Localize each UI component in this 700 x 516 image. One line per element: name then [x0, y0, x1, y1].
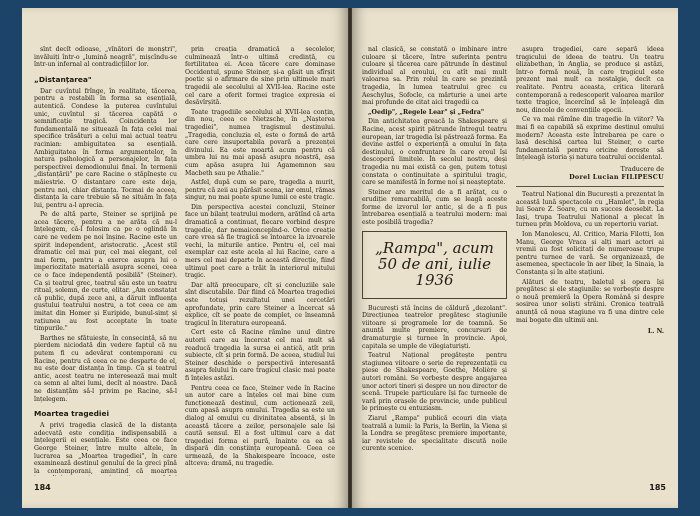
paragraph: Din perspectiva acestei concluzii, Steiner face un bilanț teatrului modern, arătînd că arta dramatică a continuat, fiecare vorbind despre tragedie, dar nemaiconcepînd-o. Orice creație care vrea să fie tragică se întoarce la izvoarele vechi, la miturile antice. Pentru el, cel mai exemplar caz este acela al lui Racine, care a mers cel mai departe în această direcție, fiind ultimul poet care a trăit în interiorul mitului tragic.: [185, 203, 335, 280]
paragraph: Barthes ne sfătuiește, în consecință, să nu pierdem niciodată din vedere faptul că nu putem fi cu adevărat contemporani cu Racine, pentru că ceea ce ne desparte de el, nu este doar distanța în timp. Ca și teatrul antic, acest teatru ne interesează mai mult ca semn al altei lumi, decît al noastre. Dacă ne distanțăm să-l privim pe Racine, să-l înțelegem.: [34, 334, 177, 403]
paragraph: Ion Manolescu, Al. Critico, Maria Filotti, Ion Manu, George Vraca și alți mari actori ai vremii au fost solicitați de numeroase trupe pentru turnee de vară. Se organizează, de asemenea, spectacole în aer liber, la Sinaia, la Constanța și în alte stațiuni.: [516, 231, 664, 277]
page-number: 185: [649, 483, 666, 492]
paragraph: Steiner are meritul de a fi arătat, cu o erudiție remarcabilă, cum se leagă aceste forme de izvorul lor antic, și de a fi pus întrebarea esențială a teatrului modern: mai este posibilă tragedia?: [362, 188, 507, 227]
paragraph: Alături de teatru, baletul și opera își pregătesc și ele stagiunile: se vorbește despre o nouă premieră la Opera Română și despre sosirea unor soliști străini. Cronica teatrală anunță că noua stagiune va fi una dintre cele mai bogate din ultimii ani.: [516, 278, 664, 324]
translator-credit: [516, 166, 664, 181]
paragraph: Toate tragediile secolului al XVII-lea conțin, din nou, ceea ce Nietzsche, în „Nașterea tragediei", numea tragismul destinului. „Tragedia, concluzia el, este o formă de artă care cere insuportabila povară a prezenței divinului. Ea este moartă acum pentru că umbra lui nu mai apasă asupra noastră, așa cum apăsa asupra lui Agamemnon sau Macbeth sau pe Athalie.": [185, 108, 335, 177]
paragraph: Dar altă preocupare, cît și concluziile sale sînt discutabile. Dar fiind că Moartea tragediei este totuși rezultatul unei cercetări aprofundate, prin care Steiner a încercat să explice, cît se poate de complet, ce înseamnă tragicul în literatura europeană.: [185, 281, 335, 327]
author-signature: L. N.: [647, 328, 664, 336]
paragraph: prin creația dramatică a secolelor, culminează într-o ultimă credință, cu fertilitatea ei. Acea tăcere care dominase Occidentul, spune Steiner, și-a găsit un sfîrșit poetic și o afirmare de sine prin ultimele mari tragedii ale secolului al XVII-lea. Racine este cel care a oferit formei tragice expresia ei desăvîrșită.: [185, 46, 335, 107]
page-number: 184: [34, 483, 51, 492]
paragraph: A privi tragedia clasică de la distanța adecvată este condiția indispensabilă a înțelegerii ei esențiale. Este ceea ce face George Steiner, între multe altele, în lucrarea sa „Moartea tragediei", în care examinează destinul genului de la greci pînă la contemporani, amintind că moartea: [34, 422, 177, 475]
paragraph: București stă încins de căldură „dezolant". Direcțiunea teatrelor pregătesc stagiunile viitoare și programele lor de toamnă. Se anunță multe premiere, concursuri de dramaturgie și turnee în provincie. Apoi, capitala se umple de vilegiaturiști.: [362, 304, 507, 350]
paragraph: Pentru ceea ce face, Steiner vede în Racine un autor care a înțeles cel mai bine cum funcționează destinul, cum acționează zeii, cum apasă asupra omului. Tragedia sa este un dialog al omului cu divinitatea absentă, și în această tăcere a zeilor, personajele sale își caută sensul. El a fost ultimul care a dat tragediei forma ei pură, înainte ca ea să dispară din conștiința europeană. Ceea ce urmează, de la Shakespeare încoace, este altceva: dramă, nu tragedie.: [185, 384, 335, 468]
play-titles: „Oedip", „Regele Lear" și „Fedra": [368, 108, 485, 116]
section-heading: „Distanțarea": [34, 74, 92, 84]
paragraph: Teatrul Național din București a prezentat în această lună spectacole cu „Hamlet", în regia lui Soare Z. Soare, cu un succes deosebit. La Iași, trupa Teatrului Național a plecat în turneu prin Moldova, cu un repertoriu variat.: [516, 191, 664, 229]
paragraph: Ziarul „Rampa" publică ecouri din viața teatrală a lumii: la Paris, la Berlin, la Viena și la Londra se pregătesc premiere importante, iar revistele de specialitate discută noile curente scenice.: [362, 414, 507, 453]
right-column-2: [516, 46, 664, 476]
translator-label: Traducere de: [620, 164, 664, 173]
paragraph: sînt decît odioase, „vînători de monștri", invăluiți într-o „lumină neagră", mișcîndu-se într-un infernal al contradicțiilor lor.: [34, 46, 177, 69]
right-page: [352, 8, 678, 508]
paragraph: Din antichitatea greacă la Shakespeare și Racine, acest spirit pătrunde întregul teatru european, iar tragedia își păstrează forma. Ea devine astfel o experiență a omului în fața destinului, o confruntare în care eroul își descoperă limitele. În secolul nostru, deși tragedia nu mai există ca gen, putem totuși constata o continuitate a spiritului tragic, care se manifestă în forme noi și neașteptate.: [362, 118, 507, 187]
paragraph: Ce va mai rămîne din tragedie în viitor? Va mai fi ea capabilă să exprime destinul omului modern? Aceasta este întrebarea pe care o lasă deschisă cartea lui Steiner, o carte fundamentală pentru oricine dorește să înțeleagă istoria și natura teatrului occidental.: [516, 116, 664, 162]
translator-name: Dorel Lucian FILIPESCU: [569, 172, 664, 181]
right-column-1: [362, 46, 507, 476]
rampa-title-box: [362, 231, 507, 299]
divider: [516, 186, 664, 187]
left-page: [22, 8, 348, 508]
paragraph: Astfel, după cum se pare, tragedia a murit, pentru că zeii au părăsit scena, iar omul, rămas singur, nu mai poate spune lumii ce este tragic.: [185, 179, 335, 202]
left-column-2: [185, 46, 335, 476]
paragraph: Teatrul Național pregătește pentru stagiunea viitoare o serie de reprezentații cu piese de Shakespeare, Goethe, Molière și autori români. Se vorbește despre angajarea unor actori tineri și despre un nou director de scenă. Trupele particulare își fac turneele de vară prin orașele de provincie, unde publicul le primește cu entuziasm.: [362, 352, 507, 413]
paragraph: nal clasică, se constată o imbinare intre culoare și tăcere, între suferința pentru culoare și tăcerea care pătrunde în destinul individual al eroului, cu atît mai mult valoarea sa. Prin rolul în care se prezintă tragedia, în lumea teatrului grec cu Aeschylus, Sofocle, ca mărturie a unei arte mai profunde de citat aici tragedii ca: [362, 46, 507, 107]
paragraph: Pe de altă parte, Steiner se sprijină pe acea tăcere, pentru a ne arăta că nu-l înțelegem, că-l folosim ca pe o oglindă în care ne vedem pe noi înșine. Racine este un spirit independent, aristocratic. „Acest stil dramatic cel mai pur, cel mai elegant, cel mai ferm, pentru a exerce asupra lui o imperiozitate materială asupra scenei, ceea ce o face independentă posibilă" (Steiner). Ca și teatrul grec, teatrul său este un teatru ritual, solemn, de curte, elitar. „Am constatat că public, după zece ani, a dăruit influența gustului teatrului nostru, a tot ceea ce am imitat din Homer și Euripide, bunul-simț și rațiunea au fost acceptate în toate timpurile.": [34, 211, 177, 333]
left-column-1: [34, 46, 177, 476]
paragraph: Cert este că Racine rămîne unul dintre autorii care au încercat cel mai mult să readucă tragedia la sursa ei antică, atît prin subiecte, cît și prin formă. De aceea, studiul lui Steiner deschide o perspectivă interesantă asupra felului în care tragicul clasic mai poate fi înțeles astăzi.: [185, 329, 335, 382]
paragraph: asupra tragediei, care separă ideea tragicului de ideea de teatru. Un teatru elizabethan, în Anglia, se produce și astăzi, într-o formă nouă, în care tragicul este prezent mai mult ca nostalgie, decît ca realitate. Pentru aceasta, critica literară contemporană a redescoperit valoarea marilor texte tragice, încercînd să le înțeleagă din nou, dincolo de convențiile epocii.: [516, 46, 664, 114]
section-heading: Moartea tragediei: [34, 409, 110, 419]
rampa-title: „Rampa", acum 50 de ani, iulie 1936: [375, 238, 494, 289]
paragraph: Dar cuvîntul frînge, în realitate, tăcerea, pentru a restabili în forma sa esențială, autentică. Condese la puterea cuvîntului unic, cuvîntul și tăcerea capătă o semnificație tragică. Coincidența lor fundamentală ne situează în fața celei mai specifice trăsături a celui mai actual teatru racinian: ambiguitatea sa esențială. Ambiguitatea în forma argumentelor, în natura psihologică a personajelor, în fața perspectivei demodionului final. În termenii „distanțării" pe care Racine o stăpînește cu măiestrie. O distanțare care este deja, pentru noi, chiar distanța. Tocmai de aceea, distanța la care trebuie să ne situăm în fața lui, pentru a-l aprecia.: [34, 87, 177, 209]
